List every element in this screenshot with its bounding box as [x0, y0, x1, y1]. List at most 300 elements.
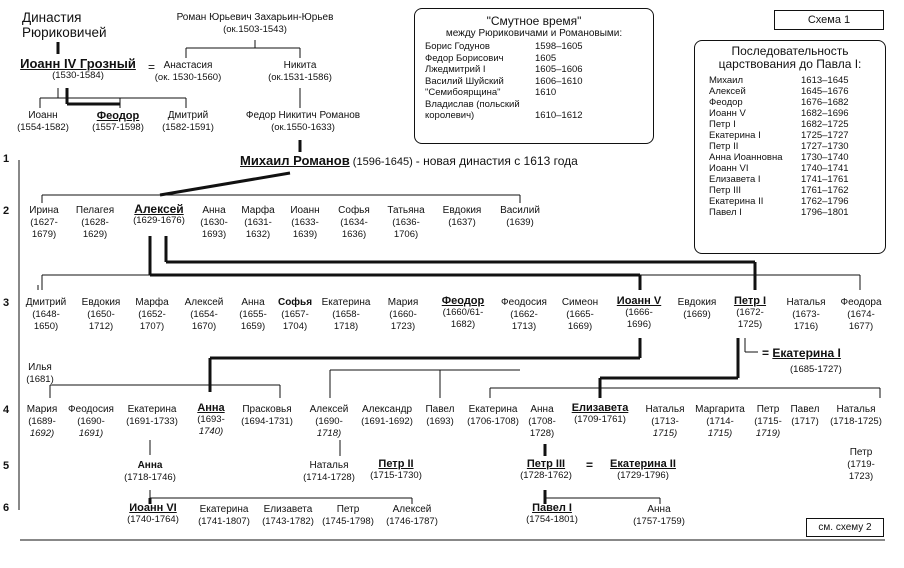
node-dates: (1582-1591)	[162, 122, 214, 133]
list-row	[425, 41, 653, 53]
node-name: Анна	[197, 402, 225, 414]
node-nikita	[260, 60, 340, 84]
list-row	[709, 108, 885, 119]
time-of-troubles-box	[414, 8, 654, 144]
node-name: Екатерина	[468, 404, 518, 415]
rurikid-line1: Династия	[22, 10, 82, 25]
person-node	[316, 297, 376, 333]
node-dates: (1654-	[190, 309, 218, 320]
node-dates: 1706)	[393, 229, 419, 240]
node-dates: (1693-	[197, 414, 225, 425]
node-dates: 1707)	[139, 321, 165, 332]
person-node	[356, 404, 418, 428]
sequence-title	[695, 45, 885, 71]
node-anastasia	[148, 60, 228, 84]
row-name: Анна Иоанновна	[709, 152, 783, 163]
node-name: Евдокия	[442, 205, 482, 216]
node-dates: (1628-	[81, 217, 109, 228]
node-dmitry	[158, 110, 218, 134]
person-node	[460, 404, 526, 428]
node-dates: (1718-1725)	[830, 416, 882, 427]
node-dates: (1690-	[315, 416, 343, 427]
node-dates: (1660/61-	[442, 307, 484, 318]
dynasty-note: - новая династия с 1613 года	[415, 154, 578, 168]
row-dates: 1610–1612	[535, 110, 583, 121]
person-node	[784, 404, 826, 428]
person-node	[128, 297, 176, 333]
node-dates: (ок.1550-1633)	[271, 122, 335, 133]
smuta-list	[425, 41, 653, 122]
node-name: Илья	[28, 362, 52, 373]
row-dates: 1610	[535, 87, 557, 98]
node-dates: (1681)	[26, 374, 54, 385]
node-dates: 1659)	[240, 321, 266, 332]
row-dates: 1613–1645	[801, 75, 849, 86]
node-name: Петр III	[526, 458, 566, 470]
node-dates: 1650)	[33, 321, 59, 332]
list-row	[709, 196, 885, 207]
generation-6: 6	[3, 502, 10, 514]
row-name: королевич)	[425, 110, 475, 121]
node-name: Иоанн	[28, 110, 58, 121]
list-row	[709, 119, 885, 130]
person-node	[832, 297, 890, 333]
person-node	[604, 295, 674, 331]
person-node	[600, 458, 686, 482]
node-name: Феодор	[441, 295, 485, 307]
node-name: Екатерина	[321, 297, 371, 308]
node-dates: (1741-1807)	[198, 516, 250, 527]
node-dates: (1708-	[528, 416, 556, 427]
node-dates: 1693)	[201, 229, 227, 240]
person-node	[70, 205, 120, 241]
reign-sequence-box	[694, 40, 886, 254]
row-dates: 1682–1696	[801, 108, 849, 119]
node-dates: 1682)	[450, 319, 476, 330]
person-node	[836, 447, 886, 483]
row-dates: 1676–1682	[801, 97, 849, 108]
node-filaret	[228, 110, 378, 134]
row-dates: 1725–1727	[801, 130, 849, 141]
node-name: Федор Никитич Романов	[245, 110, 361, 121]
list-row	[425, 64, 653, 76]
node-dates: 1704)	[282, 321, 308, 332]
node-name: Павел	[790, 404, 820, 415]
node-dates: (1652-	[138, 309, 166, 320]
node-dates: 1723)	[390, 321, 416, 332]
rurikid-heading	[22, 10, 107, 40]
node-name: Алексей	[184, 297, 224, 308]
node-name: Феодор	[96, 110, 140, 122]
node-dates: (1754-1801)	[526, 514, 578, 525]
person-node	[524, 404, 560, 440]
person-node	[780, 297, 832, 333]
node-dates: (1691-1692)	[361, 416, 413, 427]
person-node	[300, 404, 358, 440]
node-catherine-i	[762, 346, 841, 360]
person-node	[74, 297, 128, 333]
person-node	[282, 205, 328, 241]
node-feodor-i	[85, 110, 151, 134]
person-node	[318, 504, 378, 528]
node-dates: (1706-1708)	[467, 416, 519, 427]
row-name: Екатерина II	[709, 196, 764, 207]
node-name: Мария	[26, 404, 58, 415]
person-node	[672, 297, 722, 321]
node-dates: (1629-1676)	[133, 215, 185, 226]
row-name: Иоанн V	[709, 108, 746, 119]
node-dates: (ок.1531-1586)	[268, 72, 332, 83]
row-dates: 1740–1741	[801, 163, 849, 174]
person-node	[118, 460, 182, 484]
row-dates: 1605	[535, 52, 557, 64]
node-name: Анна	[647, 504, 671, 515]
row-name: Владислав (польский	[425, 98, 520, 110]
node-name: Павел	[425, 404, 455, 415]
row-dates: 1730–1740	[801, 152, 849, 163]
node-name: Иоанн V	[616, 295, 662, 307]
node-dates: (1637)	[448, 217, 476, 228]
smuta-title: "Смутное время"	[486, 14, 582, 28]
node-name: Анастасия	[163, 60, 213, 71]
see-scheme-2-label: см. схему 2	[806, 518, 884, 537]
node-dates: 1718)	[333, 321, 359, 332]
node-dates: (1672-	[736, 307, 764, 318]
node-dates: 1639)	[292, 229, 318, 240]
node-dates: (1639)	[506, 217, 534, 228]
node-name: Екатерина I	[772, 346, 841, 360]
person-node	[366, 458, 426, 482]
node-dates: (1596-1645)	[352, 156, 413, 168]
row-name: Борис Годунов	[425, 41, 490, 52]
node-name: Ирина	[29, 205, 59, 216]
node-dates: 1713)	[511, 321, 537, 332]
node-dates: (1709-1761)	[574, 414, 626, 425]
node-name: Феодора	[840, 297, 882, 308]
node-name: Анна	[530, 404, 554, 415]
node-dates: (1530-1584)	[52, 70, 104, 81]
list-row	[709, 152, 885, 163]
node-name: Марфа	[241, 205, 275, 216]
person-node	[194, 205, 234, 241]
node-name: Алексей	[309, 404, 349, 415]
list-row	[425, 87, 653, 99]
node-name: Иоанн VI	[129, 502, 177, 514]
row-dates: 1605–1606	[535, 64, 583, 75]
node-name: Наталья	[645, 404, 685, 415]
person-node	[624, 504, 694, 528]
node-dates: (1557-1598)	[92, 122, 144, 133]
person-node	[120, 404, 184, 428]
row-name: Феодор	[709, 97, 743, 108]
node-dates: (1690-	[77, 416, 105, 427]
node-name: Екатерина	[199, 504, 249, 515]
list-row	[709, 174, 885, 185]
list-row	[709, 141, 885, 152]
person-node	[20, 205, 68, 241]
row-name: Петр II	[709, 141, 739, 152]
node-name: Екатерина	[127, 404, 177, 415]
person-node	[554, 297, 606, 333]
node-name: Феодосия	[501, 297, 547, 308]
person-node	[690, 404, 750, 440]
row-name: Иоанн VI	[709, 163, 749, 174]
node-name: Софья	[338, 205, 370, 216]
list-row	[709, 130, 885, 141]
node-name: Прасковья	[242, 404, 292, 415]
node-name: Евдокия	[81, 297, 121, 308]
person-node	[378, 297, 428, 333]
node-dates: 1669)	[567, 321, 593, 332]
row-name: Павел I	[709, 207, 742, 218]
node-name: Александр	[361, 404, 413, 415]
person-node	[494, 297, 554, 333]
node-dates: 1692)	[29, 428, 55, 439]
node-dates: 1679)	[31, 229, 57, 240]
person-node	[232, 297, 274, 333]
node-dates: (1660-	[389, 309, 417, 320]
node-dates: (1689-	[28, 416, 56, 427]
person-node	[18, 404, 66, 440]
node-dates: (1662-	[510, 309, 538, 320]
node-dates: 1723)	[848, 471, 874, 482]
person-node	[750, 404, 786, 440]
node-dates: (1636-	[392, 217, 420, 228]
node-name: Павел I	[532, 502, 572, 514]
node-dates: (1693)	[426, 416, 454, 427]
node-name: Анна	[241, 297, 265, 308]
node-dates: (1657-	[281, 309, 309, 320]
list-row	[425, 53, 653, 65]
row-dates: 1796–1801	[801, 207, 849, 218]
list-row	[425, 99, 653, 111]
person-node	[236, 404, 298, 428]
node-name: Дмитрий	[25, 297, 67, 308]
person-node	[722, 295, 778, 331]
node-name: Дмитрий	[167, 110, 209, 121]
list-row	[709, 207, 885, 218]
row-name: Михаил	[709, 75, 743, 86]
node-name: Елизавета	[263, 504, 313, 515]
row-name: Петр III	[709, 185, 741, 196]
node-name: Наталья	[836, 404, 876, 415]
list-row	[709, 86, 885, 97]
list-row	[709, 75, 885, 86]
sequence-title2: царствования до Павла I:	[718, 57, 862, 71]
node-name: Петр I	[733, 295, 767, 307]
node-name: Анна	[202, 205, 226, 216]
node-dates: (1634-	[340, 217, 368, 228]
node-name: Иоанн	[290, 205, 320, 216]
node-name: Мария	[387, 297, 419, 308]
node-name: Пелагея	[75, 205, 115, 216]
node-dates: (1669)	[683, 309, 711, 320]
person-node	[640, 404, 690, 440]
node-dates: (ок.1503-1543)	[223, 24, 287, 35]
node-ioann	[15, 110, 71, 134]
node-name: Евдокия	[677, 297, 717, 308]
row-dates: 1682–1725	[801, 119, 849, 130]
list-row	[425, 76, 653, 88]
node-dates: (1715-1730)	[370, 470, 422, 481]
node-name: Екатерина II	[610, 458, 676, 470]
node-dates: (1658-	[332, 309, 360, 320]
node-dates: 1691)	[78, 428, 104, 439]
node-name: Иоанн IV Грозный	[20, 56, 136, 71]
node-dates: 1677)	[848, 321, 874, 332]
node-dates: 1715)	[707, 428, 733, 439]
node-roman	[165, 12, 345, 36]
person-node	[234, 205, 282, 241]
node-dates: (1717)	[791, 416, 819, 427]
person-node	[418, 404, 462, 428]
node-dates: (1714-1728)	[303, 472, 355, 483]
node-dates: 1632)	[245, 229, 271, 240]
list-row	[709, 185, 885, 196]
person-node	[826, 404, 886, 428]
person-node	[516, 458, 576, 482]
row-dates: 1762–1796	[801, 196, 849, 207]
list-row	[709, 97, 885, 108]
node-name: Алексей	[134, 202, 184, 216]
node-name: Наталья	[786, 297, 826, 308]
node-dates: (1665-	[566, 309, 594, 320]
node-dates: (1648-	[32, 309, 60, 320]
person-node	[432, 295, 494, 331]
node-dates: (1718-1746)	[124, 472, 176, 483]
node-name: Петр	[756, 404, 780, 415]
node-dates: 1728)	[529, 428, 555, 439]
node-dates: (1714-	[706, 416, 734, 427]
person-node	[192, 504, 256, 528]
node-dates: (1746-1787)	[386, 516, 438, 527]
scheme-label: Схема 1	[774, 10, 884, 30]
generation-3: 3	[3, 297, 10, 309]
list-row	[709, 163, 885, 174]
row-name: Екатерина I	[709, 130, 761, 141]
row-name: "Семибоярщина"	[425, 87, 501, 98]
person-node	[380, 504, 444, 528]
node-dates: (1674-	[847, 309, 875, 320]
node-name: Марфа	[135, 297, 169, 308]
person-node	[256, 504, 320, 528]
person-node	[64, 404, 118, 440]
node-dates: (1728-1762)	[520, 470, 572, 481]
person-node	[330, 205, 378, 241]
rurikid-line2: Рюриковичей	[22, 25, 107, 40]
node-name: Софья	[277, 297, 313, 308]
person-node	[176, 297, 232, 333]
node-dates: (1757-1759)	[633, 516, 685, 527]
node-dates: 1670)	[191, 321, 217, 332]
node-mikhail	[240, 153, 578, 168]
row-name: Федор Борисович	[425, 52, 504, 64]
node-dates: (1691-1733)	[126, 416, 178, 427]
row-dates: 1598–1605	[535, 41, 583, 52]
node-dates: 1696)	[626, 319, 652, 330]
smuta-subtitle: между Рюриковичами и Романовыми:	[445, 28, 623, 39]
node-name: Петр	[849, 447, 873, 458]
marriage-equals: =	[762, 346, 770, 360]
node-name: Михаил Романов	[240, 153, 350, 168]
row-name: Алексей	[709, 86, 746, 97]
node-dates: (1740-1764)	[127, 514, 179, 525]
row-dates: 1761–1762	[801, 185, 849, 196]
person-node	[20, 362, 60, 386]
person-node	[560, 402, 640, 426]
node-dates: (1729-1796)	[617, 470, 669, 481]
node-dates: 1719)	[755, 428, 781, 439]
row-name: Петр I	[709, 119, 736, 130]
node-dates: 1740)	[198, 426, 224, 437]
node-name: Татьяна	[387, 205, 425, 216]
node-dates: (1650-	[87, 309, 115, 320]
generation-2: 2	[3, 205, 10, 217]
node-dates: 1716)	[793, 321, 819, 332]
generation-5: 5	[3, 460, 10, 472]
node-name: Маргарита	[695, 404, 745, 415]
node-dates: (1631-	[244, 217, 272, 228]
generation-4: 4	[3, 404, 10, 416]
node-dates: 1718)	[316, 428, 342, 439]
node-name: Никита	[283, 60, 317, 71]
person-node	[296, 460, 362, 484]
node-dates: (1673-	[792, 309, 820, 320]
row-name: Лжедмитрий I	[425, 64, 486, 75]
node-dates: (1633-	[291, 217, 319, 228]
list-row	[425, 110, 653, 122]
node-dates: (1719-	[847, 459, 875, 470]
node-dates: 1636)	[341, 229, 367, 240]
node-name: Анна	[137, 460, 163, 471]
node-dates: (1627-	[30, 217, 58, 228]
node-name: Елизавета	[571, 402, 629, 414]
person-node	[380, 205, 432, 241]
person-node	[124, 203, 194, 227]
node-name: Феодосия	[68, 404, 114, 415]
row-dates: 1741–1761	[801, 174, 849, 185]
row-dates: 1645–1676	[801, 86, 849, 97]
node-dates: 1715)	[652, 428, 678, 439]
row-dates: 1606–1610	[535, 75, 583, 87]
node-name: Петр II	[378, 458, 414, 470]
node-name: Роман Юрьевич Захарьин-Юрьев	[176, 12, 334, 23]
sequence-list	[709, 75, 885, 218]
node-dates: (ок. 1530-1560)	[154, 72, 222, 83]
generation-1: 1	[3, 153, 10, 165]
person-node	[436, 205, 488, 229]
node-dates: (1666-	[625, 307, 653, 318]
row-name: Елизавета I	[709, 174, 761, 185]
node-ivan-iv	[18, 58, 138, 82]
node-dates: 1712)	[88, 321, 114, 332]
sequence-title1: Последовательность	[731, 44, 849, 58]
node-name: Симеон	[561, 297, 599, 308]
person-node	[18, 297, 74, 333]
person-node	[522, 502, 582, 526]
person-node	[118, 502, 188, 526]
row-dates: 1727–1730	[801, 141, 849, 152]
node-dates: (1655-	[239, 309, 267, 320]
person-node	[492, 205, 548, 229]
node-dates: 1629)	[82, 229, 108, 240]
catherine-i-dates: (1685-1727)	[790, 364, 842, 375]
node-dates: (1745-1798)	[322, 516, 374, 527]
node-dates: (1554-1582)	[17, 122, 69, 133]
node-name: Василий	[500, 205, 540, 216]
node-name: Алексей	[392, 504, 432, 515]
row-name: Василий Шуйский	[425, 75, 504, 87]
